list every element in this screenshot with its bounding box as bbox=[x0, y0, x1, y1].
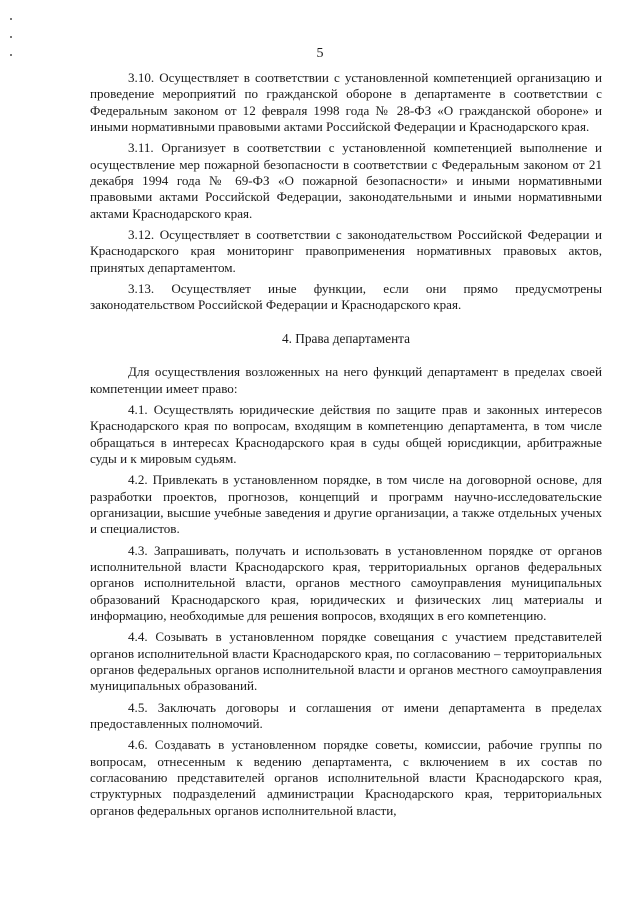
paragraph-4-1: 4.1. Осуществлять юридические действия по защите прав и законных интересов Краснодарского края по вопросам, входящим в компетенцию департамента, в том числе обращаться в интересах Краснодарского края в суды общей юрисдикции, арбитражные суды и к мировым судьям. bbox=[90, 401, 602, 466]
paragraph-4-3: 4.3. Запрашивать, получать и использовать в установленном порядке от органов исполнительной власти Краснодарского края, территориальных органов федеральных органов исполнительной власти, органов местного самоуправления муниципальных образований Краснодарского края, юридических и физических лиц материалы и информацию, необходимые для решения вопросов, входящих в его компетенцию. bbox=[90, 542, 602, 623]
paragraph-4-2: 4.2. Привлекать в установленном порядке, в том числе на договорной основе, для разработки проектов, прогнозов, концепций и программ научно-исследовательские организации, высшие учебные заведения и другие организации, а также отдельных ученых и специалистов. bbox=[90, 472, 602, 537]
paragraph-3-13: 3.13. Осуществляет иные функции, если они прямо предусмотрены законодательством Российской Федерации и Краснодарского края. bbox=[90, 281, 602, 313]
paragraph-4-5: 4.5. Заключать договоры и соглашения от имени департамента в пределах предоставленных полномочий. bbox=[90, 699, 602, 732]
page-number: 5 bbox=[316, 46, 324, 61]
section-title: 4. Права департамента bbox=[281, 330, 411, 346]
paragraph-4-6: 4.6. Создавать в установленном порядке советы, комиссии, рабочие группы по вопросам, отнесенным к ведению департамента, с включением в их состав по согласованию представителей органов исполнительной власти Краснодарского края, структурных подразделений администрации Краснодарского края, территориальных органов федеральных органов исполнительной власти, bbox=[90, 737, 602, 818]
paragraph-4-4: 4.4. Созывать в установленном порядке совещания с участием представителей органов исполнительной власти Краснодарского края, по согласованию – территориальных органов федеральных органов исполнительной власти и органов местного самоуправления муниципальных образований. bbox=[90, 629, 602, 694]
paragraph-3-11: 3.11. Организует в соответствии с установленной компетенцией выполнение и осуществление мер пожарной безопасности в соответствии с Федеральным законом от 21 декабря 1994 года № 69-ФЗ «О пожарной безопасности» и иными нормативными правовыми актами Российской Федерации, законодательными и иными нормативными актами Краснодарского края. bbox=[90, 140, 602, 221]
paragraph-3-10: 3.10. Осуществляет в соответствии с установленной компетенцией организацию и проведение мероприятий по гражданской обороне в департаменте в соответствии с Федеральным законом от 12 февраля 1998 года № 28-ФЗ «О гражданской обороне» и иными нормативными правовыми актами Российской Федерации и Краснодарского края. bbox=[90, 70, 602, 135]
document-body bbox=[90, 70, 602, 824]
scan-mark bbox=[10, 18, 12, 20]
scan-mark bbox=[10, 36, 12, 38]
scan-marks bbox=[8, 18, 16, 72]
paragraph-intro: Для осуществления возложенных на него функций департамент в пределах своей компетенции имеет право: bbox=[90, 364, 602, 396]
paragraph-3-12: 3.12. Осуществляет в соответствии с законодательством Российской Федерации и Краснодарского края мониторинг правоприменения нормативных правовых актов, принятых департаментом. bbox=[90, 227, 602, 275]
